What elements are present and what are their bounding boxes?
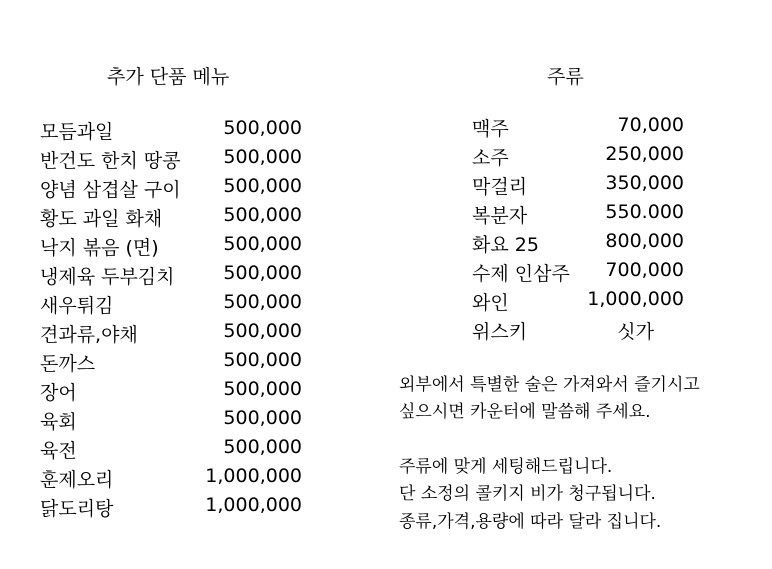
drink-menu-item: [472, 259, 684, 288]
food-menu-item: [40, 291, 302, 320]
item-name: 장어: [40, 382, 77, 404]
item-price: 500,000: [223, 146, 302, 168]
drinks-menu-title: 주류: [547, 66, 584, 88]
item-price: 500,000: [223, 349, 302, 371]
item-name: 맥주: [472, 118, 509, 140]
food-menu-item: [40, 465, 302, 494]
item-price: 70,000: [617, 114, 684, 136]
food-menu-item: [40, 349, 302, 378]
item-price: 1,000,000: [587, 288, 684, 310]
item-name: 반건도 한치 땅콩: [40, 150, 181, 172]
food-menu-item: [40, 204, 302, 233]
setting-note-line1: 주류에 맞게 세팅해드립니다.: [399, 457, 613, 477]
food-menu-item: [40, 378, 302, 407]
item-price: 1,000,000: [205, 494, 302, 516]
item-price: 550.000: [605, 201, 684, 223]
item-price: 500,000: [223, 117, 302, 139]
item-name: 육전: [40, 440, 77, 462]
item-name: 새우튀김: [40, 295, 114, 317]
food-menu-title: 추가 단품 메뉴: [107, 66, 230, 88]
item-name: 와인: [472, 292, 509, 314]
item-name: 육회: [40, 411, 77, 433]
item-name: 양념 삼겹살 구이: [40, 179, 181, 201]
item-price: 500,000: [223, 320, 302, 342]
food-menu-item: [40, 436, 302, 465]
food-menu-item: [40, 233, 302, 262]
item-price: 500,000: [223, 407, 302, 429]
item-price: 싯가: [617, 321, 654, 343]
item-price: 500,000: [223, 291, 302, 313]
item-name: 견과류,야채: [40, 324, 138, 346]
drink-menu-item: [472, 114, 684, 143]
item-name: 황도 과일 화채: [40, 208, 163, 230]
item-name: 화요 25: [472, 234, 539, 256]
outside-liquor-note-line1: 외부에서 특별한 술은 가져와서 즐기시고: [399, 375, 700, 395]
setting-note-line3: 종류,가격,용량에 따라 달라 집니다.: [399, 512, 662, 532]
item-name: 막걸리: [472, 176, 528, 198]
food-menu-item: [40, 146, 302, 175]
item-name: 소주: [472, 147, 509, 169]
drink-menu-item: [472, 288, 684, 317]
food-menu-item: [40, 407, 302, 436]
item-name: 냉제육 두부김치: [40, 266, 175, 288]
item-price: 350,000: [605, 172, 684, 194]
item-price: 1,000,000: [205, 465, 302, 487]
drink-menu-item: [472, 172, 684, 201]
drink-menu-item: [472, 201, 684, 230]
drink-menu-item: [472, 317, 684, 346]
item-price: 800,000: [605, 230, 684, 252]
item-name: 모듬과일: [40, 121, 114, 143]
item-name: 닭도리탕: [40, 498, 114, 520]
item-price: 500,000: [223, 378, 302, 400]
item-price: 500,000: [223, 262, 302, 284]
food-menu-item: [40, 494, 302, 523]
item-name: 낙지 볶음 (면): [40, 237, 159, 259]
outside-liquor-note-line2: 싶으시면 카운터에 말씀해 주세요.: [399, 402, 651, 422]
food-menu-item: [40, 117, 302, 146]
item-price: 500,000: [223, 436, 302, 458]
food-menu-item: [40, 175, 302, 204]
item-name: 돈까스: [40, 353, 96, 375]
item-price: 250,000: [605, 143, 684, 165]
item-price: 500,000: [223, 233, 302, 255]
food-menu-item: [40, 262, 302, 291]
setting-note-line2: 단 소정의 콜키지 비가 청구됩니다.: [399, 484, 656, 504]
drink-menu-item: [472, 143, 684, 172]
item-name: 위스키: [472, 321, 528, 343]
item-price: 500,000: [223, 204, 302, 226]
item-name: 복분자: [472, 205, 528, 227]
item-price: 700,000: [605, 259, 684, 281]
drink-menu-item: [472, 230, 684, 259]
item-name: 훈제오리: [40, 469, 114, 491]
item-name: 수제 인삼주: [472, 263, 570, 285]
item-price: 500,000: [223, 175, 302, 197]
food-menu-item: [40, 320, 302, 349]
